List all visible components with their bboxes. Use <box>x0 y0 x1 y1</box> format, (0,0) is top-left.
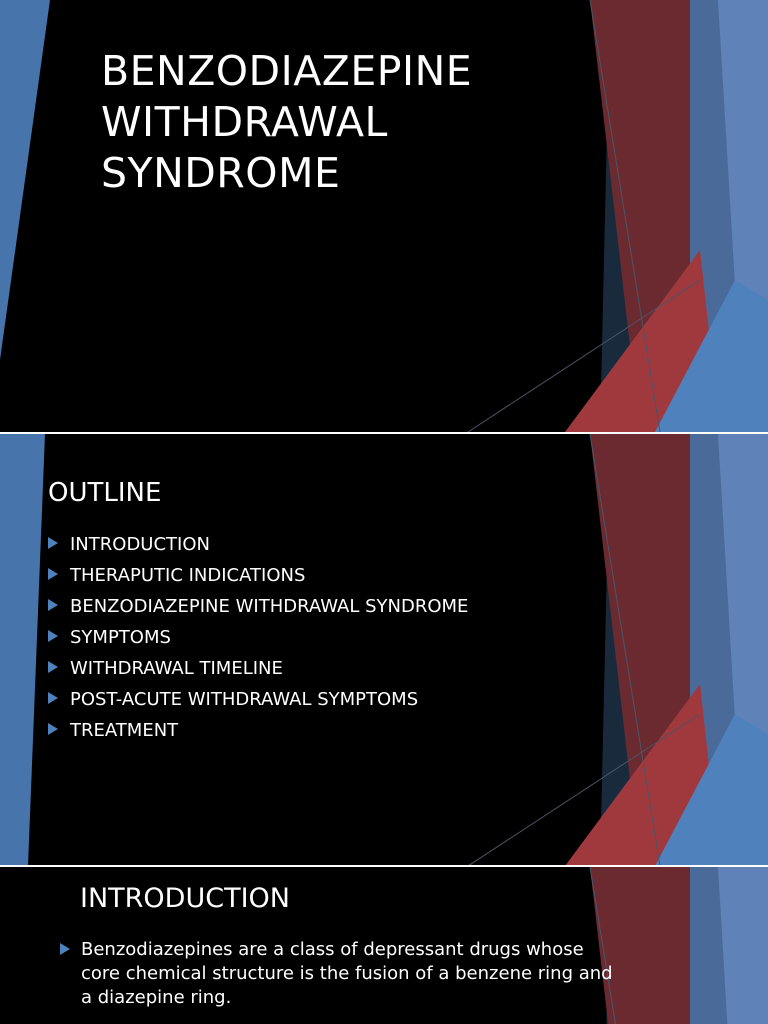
list-item <box>48 684 468 715</box>
list-item <box>48 622 468 653</box>
outline-list <box>48 529 468 746</box>
list-item-text: INTRODUCTION <box>70 534 210 555</box>
list-item-text: BENZODIAZEPINE WITHDRAWAL SYNDROME <box>70 596 469 617</box>
bullet-arrow-icon <box>48 537 58 549</box>
list-item-text: WITHDRAWAL TIMELINE <box>70 658 283 679</box>
list-item-text: SYMPTOMS <box>70 627 171 648</box>
list-item <box>48 529 468 560</box>
list-item-text: TREATMENT <box>70 720 179 741</box>
list-item <box>48 653 468 684</box>
bullet-arrow-icon <box>60 943 70 955</box>
introduction-slide <box>0 867 768 1024</box>
list-item <box>48 560 468 591</box>
slide-title: OUTLINE <box>48 478 162 508</box>
list-item <box>60 938 620 1010</box>
list-item <box>48 715 468 746</box>
bullet-arrow-icon <box>48 568 58 580</box>
outline-slide <box>0 434 768 865</box>
bullet-arrow-icon <box>48 723 58 735</box>
list-item-text: THERAPUTIC INDICATIONS <box>70 565 306 586</box>
list-item <box>48 591 468 622</box>
bullet-arrow-icon <box>48 599 58 611</box>
intro-list <box>60 938 620 1010</box>
list-item-text: POST-ACUTE WITHDRAWAL SYMPTOMS <box>70 689 419 710</box>
slide-title: INTRODUCTION <box>80 883 290 914</box>
bullet-arrow-icon <box>48 692 58 704</box>
title-slide <box>0 0 768 432</box>
list-item-text: Benzodiazepines are a class of depressant drugs whose core chemical structure is the fusion of a benzene ring and a diazepine ring. <box>81 939 613 1008</box>
bullet-arrow-icon <box>48 630 58 642</box>
slide-title: BENZODIAZEPINE WITHDRAWAL SYNDROME <box>101 47 473 197</box>
bullet-arrow-icon <box>48 661 58 673</box>
